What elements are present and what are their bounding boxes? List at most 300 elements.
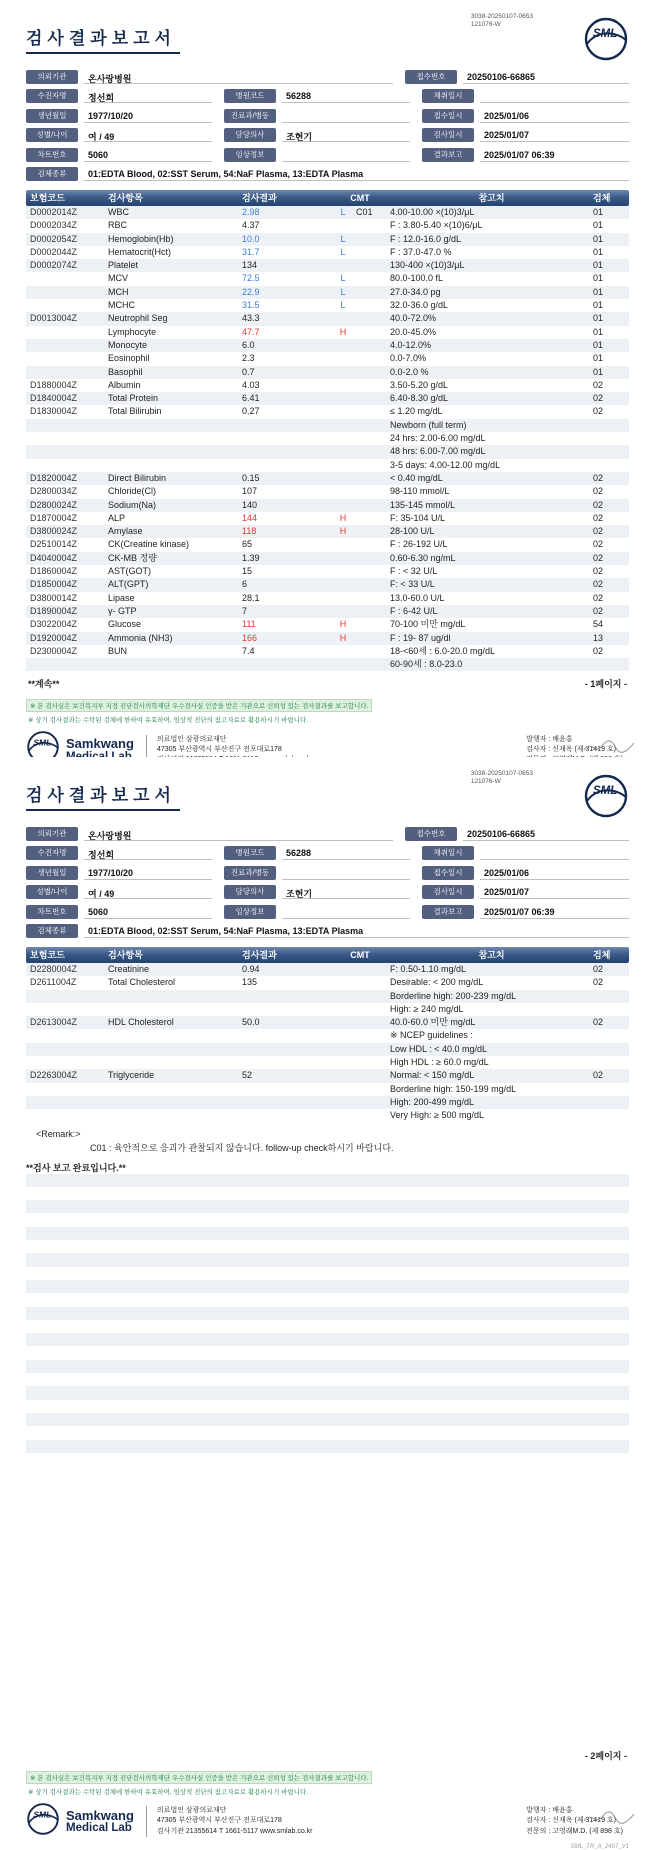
result-row <box>26 963 629 976</box>
item-cell: Total Bilirubin <box>108 406 162 417</box>
reference-cell: 0.60-6.30 ng/mL <box>390 552 456 563</box>
flag-cell: L <box>340 300 346 311</box>
result-cell: 4.03 <box>242 379 260 390</box>
empty-row <box>26 1400 629 1413</box>
field-label: 채취일시 <box>422 89 474 103</box>
field-value: 5060 <box>84 149 212 162</box>
page-title: 검사결과보고서 <box>26 24 180 54</box>
flag-cell: H <box>339 619 347 630</box>
result-row <box>26 445 629 458</box>
result-row <box>26 990 629 1003</box>
column-header-result: 검사결과 <box>242 950 277 960</box>
flag-cell: H <box>339 632 347 643</box>
reference-cell: 80.0-100.0 fL <box>390 273 444 284</box>
empty-row <box>26 1333 629 1346</box>
specimen-cell: 01 <box>593 246 604 257</box>
result-cell: 2.3 <box>242 353 255 364</box>
field-value: 온사랑병원 <box>84 828 393 841</box>
reference-cell: Desirable: < 200 mg/dL <box>390 977 484 988</box>
info-row <box>26 841 629 861</box>
result-cell: 22.9 <box>242 286 260 297</box>
field-value: 조현기 <box>282 129 410 142</box>
footer-note-2: ※ 상기 검사결과는 수탁된 검체에 한하여 유효하며, 임상적 진단의 참고자료로 활용하시기 바랍니다. <box>28 717 309 725</box>
footer-note-1: ※ 본 검사실은 보건복지부 지정 진단검사의학재단 우수검사실 인증을 받은 기관으로 신뢰성 있는 검사결과를 보고합니다. <box>26 1771 372 1784</box>
result-cell: 31.5 <box>242 300 260 311</box>
field-value: 2025/01/07 <box>480 129 629 142</box>
field-value: 2025/01/07 <box>480 886 629 899</box>
specimen-cell: 02 <box>593 645 604 656</box>
result-row <box>26 1069 629 1082</box>
page-footer-zone <box>26 1747 629 1850</box>
footer <box>26 1802 629 1841</box>
reference-cell: Normal: < 150 mg/dL <box>390 1070 475 1081</box>
result-row <box>26 419 629 432</box>
field-value: 2025/01/06 <box>480 867 629 880</box>
empty-row <box>26 1267 629 1280</box>
result-cell: 15 <box>242 566 253 577</box>
reference-cell: 70-100 미만 mg/dL <box>390 619 466 630</box>
specimen-cell: 01 <box>593 300 604 311</box>
code-cell: D2300004Z <box>30 645 78 656</box>
specimen-cell: 01 <box>593 273 604 284</box>
result-row <box>26 432 629 445</box>
result-cell: 111 <box>242 619 256 630</box>
field-value: 정선희 <box>84 847 212 860</box>
footer-note-2: ※ 상기 검사결과는 수탁된 검체에 한하여 유효하며, 임상적 진단의 참고자료로 활용하시기 바랍니다. <box>28 1789 309 1796</box>
result-row <box>26 618 629 631</box>
specimen-cell: 02 <box>593 579 604 590</box>
report-complete-message: **검사 보고 완료입니다.** <box>26 1162 126 1173</box>
result-row <box>26 259 629 272</box>
code-cell: D2280004Z <box>30 964 78 974</box>
column-header-specimen: 검체 <box>593 193 611 203</box>
flag-cell: L <box>340 273 346 284</box>
field-label: 접수번호 <box>405 827 457 841</box>
reference-cell: Borderline high: 150-199 mg/dL <box>390 1083 517 1094</box>
reference-cell: 4.0-12.0% <box>390 339 432 350</box>
code-cell: D3800024Z <box>30 526 78 537</box>
field-label: 임상정보 <box>224 905 276 919</box>
result-row <box>26 1029 629 1042</box>
results-table <box>26 963 629 1123</box>
field-label: 병원코드 <box>224 846 276 860</box>
reference-cell: 0.0-7.0% <box>390 353 427 364</box>
result-row <box>26 512 629 525</box>
reference-cell: 4.00-10.00 ×(10)3/μL <box>390 207 475 217</box>
page-line <box>26 675 629 693</box>
code-cell: D2800024Z <box>30 499 78 510</box>
result-row <box>26 1056 629 1069</box>
flag-cell: H <box>339 326 347 337</box>
results-table <box>26 206 629 671</box>
patient-info <box>26 821 629 938</box>
reference-cell: 27.0-34.0 pg <box>390 286 441 297</box>
field-label: 접수번호 <box>405 70 457 84</box>
code-cell: D1820004Z <box>30 472 78 483</box>
reference-cell: F: < 33 U/L <box>390 579 435 590</box>
item-cell: ALP <box>108 512 126 523</box>
reference-cell: Newborn (full term) <box>390 419 467 430</box>
reference-cell: 24 hrs: 2.00-6.00 mg/dL <box>390 433 486 444</box>
result-cell: 144 <box>242 512 258 523</box>
field-value <box>282 906 410 919</box>
item-cell: ALT(GPT) <box>108 579 149 590</box>
field-value <box>282 149 410 162</box>
item-cell: BUN <box>108 645 128 656</box>
code-cell: D4040004Z <box>30 552 78 563</box>
document-number-line2: 121076-W <box>470 778 501 786</box>
field-label: 차트번호 <box>26 905 78 919</box>
result-row <box>26 1016 629 1029</box>
result-row <box>26 246 629 259</box>
empty-row <box>26 1320 629 1333</box>
empty-row <box>26 1253 629 1266</box>
result-row <box>26 645 629 658</box>
empty-row <box>26 1426 629 1439</box>
reference-cell: F : 19- 87 ug/dl <box>390 632 451 643</box>
reference-cell: F : < 32 U/L <box>390 566 438 577</box>
patient-info <box>26 64 629 181</box>
sml-logo-icon <box>583 16 629 67</box>
svg-text:SML: SML <box>593 785 618 797</box>
result-cell: 0.15 <box>242 472 260 483</box>
result-row <box>26 578 629 591</box>
document-number-line2: 121076-W <box>470 21 501 29</box>
reference-cell: Very High: ≥ 500 mg/dL <box>390 1110 484 1121</box>
result-row <box>26 1096 629 1109</box>
item-cell: Sodium(Na) <box>108 499 157 510</box>
result-cell: 0.7 <box>242 366 255 377</box>
info-row <box>26 899 629 919</box>
empty-row <box>26 1440 629 1453</box>
specimen-cell: 01 <box>593 220 604 231</box>
item-cell: WBC <box>108 207 129 217</box>
result-row <box>26 658 629 671</box>
item-cell: Monocyte <box>108 339 148 350</box>
reference-cell: ※ NCEP guidelines : <box>390 1030 473 1041</box>
item-cell: Platelet <box>108 260 139 271</box>
code-cell: D0002074Z <box>30 260 78 271</box>
address-line3: 검사기관 21355614 T 1661-5117 www.smlab.co.kr <box>156 1827 313 1835</box>
brand-name <box>66 1809 134 1835</box>
field-label: 채취일시 <box>422 846 474 860</box>
code-cell: D2263004Z <box>30 1070 78 1081</box>
result-cell: 6 <box>242 579 248 590</box>
column-header-code: 보험코드 <box>30 950 65 960</box>
info-row <box>26 821 629 841</box>
column-header-item: 검사항목 <box>108 193 143 203</box>
field-label: 진료과/병동 <box>224 109 276 123</box>
code-cell: D1870004Z <box>30 512 78 523</box>
brand-line1: Samkwang <box>66 736 134 752</box>
sml-logo-icon <box>583 773 629 824</box>
info-row <box>26 860 629 880</box>
info-row <box>26 123 629 143</box>
specimen-cell: 01 <box>593 339 604 350</box>
result-row <box>26 592 629 605</box>
field-value: 온사랑병원 <box>84 71 393 84</box>
empty-row <box>26 1413 629 1426</box>
reference-cell: 32.0-36.0 g/dL <box>390 300 449 311</box>
code-cell: D1840004Z <box>30 393 78 404</box>
field-value <box>480 90 629 103</box>
reference-cell: F : 37.0-47.0 % <box>390 246 452 257</box>
field-value <box>282 867 410 880</box>
flag-cell: L <box>340 233 346 244</box>
reference-cell: 40.0-72.0% <box>390 313 437 324</box>
result-row <box>26 1109 629 1122</box>
field-label: 검사일시 <box>422 128 474 142</box>
specimen-cell: 02 <box>593 605 604 616</box>
code-cell: D2611004Z <box>30 977 77 988</box>
empty-row <box>26 1293 629 1306</box>
code-cell: D0013004Z <box>30 313 78 324</box>
result-cell: 65 <box>242 539 253 550</box>
address-line1: 의료법인 삼광의료재단 <box>156 735 227 743</box>
field-value: 56288 <box>282 90 410 103</box>
result-row <box>26 326 629 339</box>
result-row <box>26 459 629 472</box>
signatories <box>526 1806 629 1836</box>
reference-cell: 98-110 mmol/L <box>390 486 450 497</box>
reference-cell: High: ≥ 240 mg/dL <box>390 1003 464 1014</box>
field-label: 차트번호 <box>26 148 78 162</box>
item-cell: Eosinophil <box>108 353 150 364</box>
lab-address <box>146 1806 313 1836</box>
item-cell: Lipase <box>108 592 135 603</box>
item-cell: Total Cholesterol <box>108 977 176 988</box>
page-line <box>26 1747 629 1765</box>
svg-text:SML: SML <box>33 737 52 748</box>
table-header <box>26 190 629 206</box>
report-page-1 <box>0 0 655 757</box>
specimen-cell: 02 <box>593 1017 604 1028</box>
empty-row <box>26 1346 629 1359</box>
field-label: 접수일시 <box>422 866 474 880</box>
footer-notes <box>26 1767 629 1796</box>
result-row <box>26 352 629 365</box>
field-label: 수진자명 <box>26 89 78 103</box>
field-value: 2025/01/06 <box>480 110 629 123</box>
remark-title: <Remark:> <box>36 1128 81 1139</box>
reference-cell: F : 3.80-5.40 ×(10)6/μL <box>390 220 483 231</box>
column-header-item: 검사항목 <box>108 950 143 960</box>
specimen-cell: 01 <box>593 366 604 377</box>
field-label: 수진자명 <box>26 846 78 860</box>
empty-row <box>26 1174 629 1187</box>
reference-cell: F: 35-104 U/L <box>390 512 446 523</box>
document-number-line1: 3038-20250107-0653 <box>470 770 533 777</box>
info-row <box>26 103 629 123</box>
specimen-cell: 02 <box>593 1070 604 1081</box>
result-row <box>26 565 629 578</box>
address-line1: 의료법인 삼광의료재단 <box>156 1807 227 1815</box>
item-cell: Glucose <box>108 619 142 630</box>
result-cell: 6.41 <box>242 393 260 404</box>
footer-note-1: ※ 본 검사실은 보건복지부 지정 진단검사의학재단 우수검사실 인증을 받은 기관으로 신뢰성 있는 검사결과를 보고합니다. <box>26 699 372 712</box>
reference-cell: 3.50-5.20 g/dL <box>390 379 449 390</box>
signature-icon <box>581 1808 637 1828</box>
field-label: 검사일시 <box>422 885 474 899</box>
result-row <box>26 233 629 246</box>
field-label: 검체종류 <box>26 167 78 181</box>
item-cell: MCHC <box>108 300 135 311</box>
flag-cell: L <box>340 286 346 297</box>
result-row <box>26 299 629 312</box>
result-row <box>26 485 629 498</box>
specimen-cell: 02 <box>593 964 604 974</box>
item-cell: γ- GTP <box>108 605 137 616</box>
reference-cell: Low HDL : < 40.0 mg/dL <box>390 1043 487 1054</box>
footer-notes <box>26 695 629 724</box>
field-label: 담당의사 <box>224 885 276 899</box>
examiner-name: 검사자 : 신재옥 (제 31419 호) <box>526 745 617 753</box>
code-cell: D1920004Z <box>30 632 78 643</box>
result-cell: 135 <box>242 977 258 988</box>
field-label: 성별/나이 <box>26 885 78 899</box>
specimen-cell: 13 <box>593 632 604 643</box>
result-row <box>26 206 629 219</box>
flag-cell: H <box>339 512 347 523</box>
reference-cell: 40.0-60.0 미만 mg/dL <box>390 1017 476 1028</box>
code-cell: D2800034Z <box>30 486 78 497</box>
result-row <box>26 312 629 325</box>
reference-cell: F: 0.50-1.10 mg/dL <box>390 964 467 974</box>
field-label: 접수일시 <box>422 109 474 123</box>
result-cell: 166 <box>242 632 258 643</box>
result-row <box>26 499 629 512</box>
brand-line2: Medical Lab <box>66 1822 132 1835</box>
form-code: SML_TR_A_2407_V1 <box>570 1844 629 1850</box>
info-row <box>26 142 629 162</box>
field-label: 병원코드 <box>224 89 276 103</box>
reference-cell: High HDL : ≥ 60.0 mg/dL <box>390 1057 489 1068</box>
info-row <box>26 64 629 84</box>
empty-row <box>26 1280 629 1293</box>
item-cell: Amylase <box>108 526 143 537</box>
svg-text:SML: SML <box>593 28 618 40</box>
info-row <box>26 919 629 939</box>
info-row <box>26 162 629 182</box>
code-cell: D1830004Z <box>30 406 78 417</box>
info-row <box>26 84 629 104</box>
item-cell: Creatinine <box>108 964 150 974</box>
item-cell: Ammonia (NH3) <box>108 632 173 643</box>
item-cell: AST(GOT) <box>108 566 151 577</box>
code-cell: D3800014Z <box>30 592 78 603</box>
reference-cell: 28-100 U/L <box>390 526 435 537</box>
specimen-cell: 01 <box>593 260 604 271</box>
reference-cell: ≤ 1.20 mg/dL <box>390 406 443 417</box>
reference-cell: High: 200-499 mg/dL <box>390 1096 475 1107</box>
reference-cell: 60-90세 : 8.0-23.0 <box>390 659 463 670</box>
field-value <box>480 847 629 860</box>
code-cell: D0002044Z <box>30 246 78 257</box>
field-label: 임상정보 <box>224 148 276 162</box>
code-cell: D2613004Z <box>30 1017 78 1028</box>
field-value <box>282 110 410 123</box>
page-number: - 2페이지 - <box>584 1751 627 1761</box>
item-cell: Chloride(Cl) <box>108 486 157 497</box>
flag-cell: L <box>340 207 346 217</box>
svg-text:SML: SML <box>33 1809 52 1820</box>
empty-row <box>26 1240 629 1253</box>
result-row <box>26 366 629 379</box>
item-cell: Direct Bilirubin <box>108 472 167 483</box>
specimen-cell: 54 <box>593 619 604 630</box>
result-row <box>26 632 629 645</box>
page-title: 검사결과보고서 <box>26 781 180 811</box>
reference-cell: 6.40-8.30 g/dL <box>390 393 449 404</box>
specimen-cell: 02 <box>593 526 604 537</box>
reference-cell: 18-<60세 : 6.0-20.0 mg/dL <box>390 645 496 656</box>
result-cell: 72.5 <box>242 273 260 284</box>
page-number: - 1페이지 - <box>584 679 627 690</box>
result-row <box>26 538 629 551</box>
field-label: 담당의사 <box>224 128 276 142</box>
address-line2: 47305 부산광역시 부산진구 전포대로178 <box>156 1817 282 1825</box>
result-cell: 47.7 <box>242 326 260 337</box>
result-cell: 7 <box>242 605 248 616</box>
code-cell: D0002054Z <box>30 233 78 244</box>
result-cell: 6.0 <box>242 339 255 350</box>
specimen-cell: 02 <box>593 512 604 523</box>
item-cell: CK-MB 정량 <box>108 552 157 563</box>
item-cell: Lymphocyte <box>108 326 157 337</box>
field-label: 생년월일 <box>26 109 78 123</box>
result-row <box>26 976 629 989</box>
field-label: 의뢰기관 <box>26 827 78 841</box>
field-value: 01:EDTA Blood, 02:SST Serum, 54:NaF Plasma, 13:EDTA Plasma <box>84 168 629 181</box>
column-header-reference: 참고치 <box>478 193 505 203</box>
result-row <box>26 339 629 352</box>
item-cell: Albumin <box>108 379 141 390</box>
result-cell: 0.27 <box>242 406 260 417</box>
field-label: 생년월일 <box>26 866 78 880</box>
reference-cell: F : 6-42 U/L <box>390 605 438 616</box>
reference-cell: F : 26-192 U/L <box>390 539 448 550</box>
empty-row <box>26 1200 629 1213</box>
remark-comment: C01 : 육안적으로 응괴가 관찰되지 않습니다. follow-up check하시기 바랍니다. <box>90 1142 394 1153</box>
result-row <box>26 392 629 405</box>
code-cell: D0002014Z <box>30 207 78 217</box>
field-value: 여 / 49 <box>84 886 212 899</box>
field-label: 의뢰기관 <box>26 70 78 84</box>
field-label: 성별/나이 <box>26 128 78 142</box>
result-row <box>26 379 629 392</box>
item-cell: Basophil <box>108 366 143 377</box>
result-row <box>26 1083 629 1096</box>
item-cell: Neutrophil Seg <box>108 313 168 324</box>
reference-cell: 20.0-45.0% <box>390 326 437 337</box>
reference-cell: 3-5 days: 4.00-12.00 mg/dL <box>390 459 501 470</box>
code-cell: D1850004Z <box>30 579 78 590</box>
specimen-cell: 02 <box>593 499 604 510</box>
field-value: 20250106-66865 <box>463 71 629 84</box>
item-cell: MCH <box>108 286 129 297</box>
field-label: 진료과/병동 <box>224 866 276 880</box>
continued-marker: **계속** <box>28 679 60 690</box>
field-label: 결과보고 <box>422 148 474 162</box>
specimen-cell: 01 <box>593 353 604 364</box>
issuer-name: 발행자 : 배윤홍 <box>526 735 573 743</box>
code-cell: D1860004Z <box>30 566 78 577</box>
specimen-cell: 02 <box>593 486 604 497</box>
empty-row <box>26 1373 629 1386</box>
reference-cell: 135-145 mmol/L <box>390 499 456 510</box>
result-row <box>26 525 629 538</box>
info-row <box>26 880 629 900</box>
